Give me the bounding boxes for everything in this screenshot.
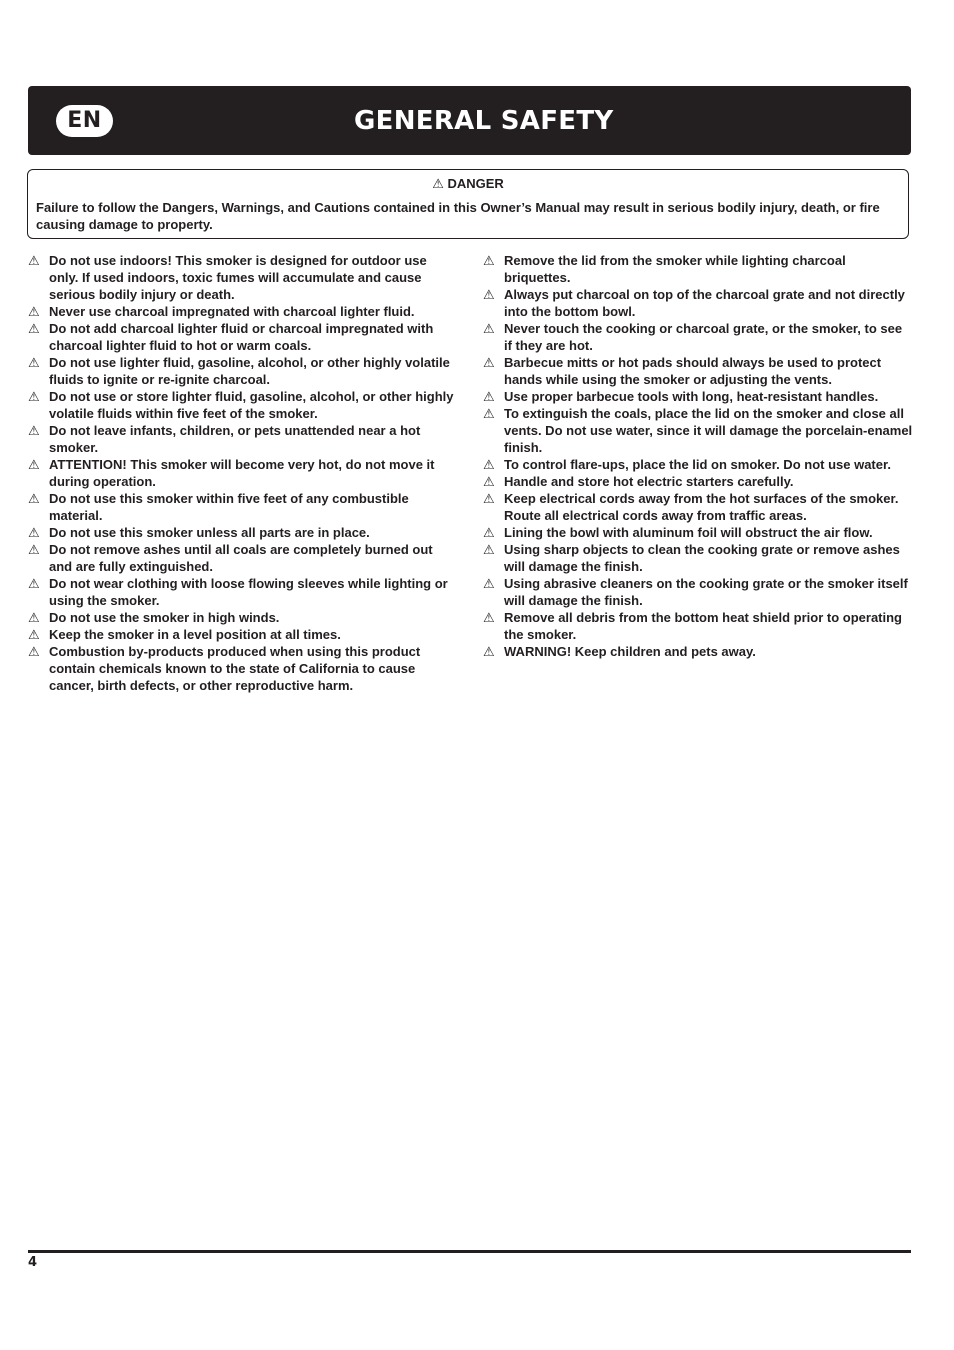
warning-triangle-icon: ⚠ [28, 304, 40, 319]
warning-triangle-icon: ⚠ [483, 355, 495, 370]
safety-list-item [483, 252, 913, 286]
warning-triangle-icon: ⚠ [483, 406, 495, 421]
safety-list-item-text: Using abrasive cleaners on the cooking grate or the smoker itself will damage the finish. [504, 576, 908, 608]
safety-list-item-text: Lining the bowl with aluminum foil will obstruct the air flow. [504, 525, 873, 540]
warning-triangle-icon: ⚠ [28, 576, 40, 591]
warning-triangle-icon: ⚠ [28, 542, 40, 557]
safety-list-item-text: To control flare-ups, place the lid on smoker. Do not use water. [504, 457, 891, 472]
warning-triangle-icon: ⚠ [28, 525, 40, 540]
page-number: 4 [28, 1255, 38, 1270]
safety-list-item-text: ATTENTION! This smoker will become very hot, do not move it during operation. [49, 457, 435, 489]
section-header [28, 86, 911, 155]
safety-list-item-text: Do not use indoors! This smoker is designed for outdoor use only. If used indoors, toxic fumes will accumulate and cause serious bodily injury or death. [49, 253, 427, 302]
safety-list-item [28, 541, 456, 575]
safety-list-item-text: Do not wear clothing with loose flowing sleeves while lighting or using the smoker. [49, 576, 448, 608]
warning-triangle-icon: ⚠ [483, 287, 495, 302]
danger-heading [28, 176, 908, 192]
safety-list-left [28, 252, 456, 694]
warning-triangle-icon: ⚠ [483, 389, 495, 404]
safety-list-item [28, 626, 456, 643]
safety-list-item-text: Remove all debris from the bottom heat shield prior to operating the smoker. [504, 610, 902, 642]
warning-triangle-icon: ⚠ [483, 525, 495, 540]
warning-triangle-icon: ⚠ [483, 576, 495, 591]
safety-list-item [483, 524, 913, 541]
safety-list-item [483, 456, 913, 473]
safety-list-item [28, 320, 456, 354]
safety-list-item [483, 320, 913, 354]
warning-triangle-icon: ⚠ [28, 321, 40, 336]
danger-heading-label: DANGER [447, 176, 504, 191]
safety-list-item [28, 490, 456, 524]
safety-list-item-text: Do not use this smoker within five feet of any combustible material. [49, 491, 409, 523]
warning-triangle-icon: ⚠ [28, 389, 40, 404]
safety-list-item [483, 405, 913, 456]
warning-triangle-icon: ⚠ [28, 627, 40, 642]
safety-list-item [483, 575, 913, 609]
safety-list-item-text: Do not use the smoker in high winds. [49, 610, 280, 625]
safety-list-item [483, 354, 913, 388]
safety-list-item-text: Always put charcoal on top of the charcoal grate and not directly into the bottom bowl. [504, 287, 905, 319]
footer-divider [28, 1250, 911, 1253]
safety-list-item-text: Do not add charcoal lighter fluid or charcoal impregnated with charcoal lighter fluid to hot or warm coals. [49, 321, 434, 353]
language-badge: EN [56, 105, 113, 137]
warning-triangle-icon: ⚠ [28, 253, 40, 268]
safety-list-item [483, 609, 913, 643]
safety-list-item-text: Remove the lid from the smoker while lighting charcoal briquettes. [504, 253, 846, 285]
safety-list-item [28, 354, 456, 388]
safety-list-item-text: Use proper barbecue tools with long, heat-resistant handles. [504, 389, 879, 404]
safety-list-right [483, 252, 913, 660]
safety-list-item [483, 388, 913, 405]
danger-notice-box [27, 169, 909, 239]
safety-list-item [28, 524, 456, 541]
safety-list-item-text: Using sharp objects to clean the cooking grate or remove ashes will damage the finish. [504, 542, 900, 574]
safety-list-item [28, 609, 456, 626]
warning-triangle-icon: ⚠ [28, 423, 40, 438]
safety-list-item-text: Do not use this smoker unless all parts are in place. [49, 525, 370, 540]
safety-list-item-text: Combustion by-products produced when using this product contain chemicals known to the state of California to cause cancer, birth defects, or other reproductive harm. [49, 644, 421, 693]
safety-list-item-text: Do not remove ashes until all coals are completely burned out and are fully extinguished. [49, 542, 433, 574]
safety-list-item-text: Keep the smoker in a level position at all times. [49, 627, 341, 642]
safety-list-item-text: Do not use lighter fluid, gasoline, alcohol, or other highly volatile fluids to ignite or re-ignite charcoal. [49, 355, 450, 387]
safety-list-item-text: Do not leave infants, children, or pets unattended near a hot smoker. [49, 423, 421, 455]
safety-list-item-text: Do not use or store lighter fluid, gasoline, alcohol, or other highly volatile fluids within five feet of the smoker. [49, 389, 454, 421]
warning-triangle-icon: ⚠ [483, 644, 495, 659]
safety-list-item [28, 252, 456, 303]
safety-list-item [483, 286, 913, 320]
page-title: GENERAL SAFETY [354, 106, 614, 136]
warning-triangle-icon: ⚠ [28, 491, 40, 506]
safety-list-item [28, 388, 456, 422]
safety-list-item [483, 643, 913, 660]
warning-triangle-icon: ⚠ [28, 355, 40, 370]
warning-triangle-icon: ⚠ [483, 610, 495, 625]
warning-triangle-icon: ⚠ [28, 610, 40, 625]
safety-list-item [483, 473, 913, 490]
warning-triangle-icon: ⚠ [483, 253, 495, 268]
warning-triangle-icon: ⚠ [28, 644, 40, 659]
danger-notice-text: Failure to follow the Dangers, Warnings, and Cautions contained in this Owner’s Manual may result in serious bodily injury, death, or fire causing damage to property. [36, 200, 880, 232]
warning-triangle-icon: ⚠ [483, 542, 495, 557]
safety-list-item-text: Keep electrical cords away from the hot surfaces of the smoker. Route all electrical cords away from traffic areas. [504, 491, 899, 523]
safety-list-item [28, 303, 456, 320]
safety-list-item-text: Handle and store hot electric starters carefully. [504, 474, 794, 489]
safety-list-item [483, 541, 913, 575]
safety-list-item-text: Never touch the cooking or charcoal grate, or the smoker, to see if they are hot. [504, 321, 903, 353]
warning-triangle-icon: ⚠ [432, 176, 444, 191]
safety-list-item [28, 643, 456, 694]
warning-triangle-icon: ⚠ [483, 457, 495, 472]
safety-list-item [28, 422, 456, 456]
safety-list-item-text: WARNING! Keep children and pets away. [504, 644, 756, 659]
safety-list-item [483, 490, 913, 524]
safety-list-item-text: To extinguish the coals, place the lid on the smoker and close all vents. Do not use water, since it will damage the porcelain-enamel finish. [504, 406, 913, 455]
safety-list-item-text: Barbecue mitts or hot pads should always be used to protect hands while using the smoker or adjusting the vents. [504, 355, 882, 387]
warning-triangle-icon: ⚠ [483, 321, 495, 336]
warning-triangle-icon: ⚠ [483, 491, 495, 506]
safety-list-item-text: Never use charcoal impregnated with charcoal lighter fluid. [49, 304, 415, 319]
safety-list-item [28, 575, 456, 609]
safety-list-item [28, 456, 456, 490]
warning-triangle-icon: ⚠ [28, 457, 40, 472]
warning-triangle-icon: ⚠ [483, 474, 495, 489]
